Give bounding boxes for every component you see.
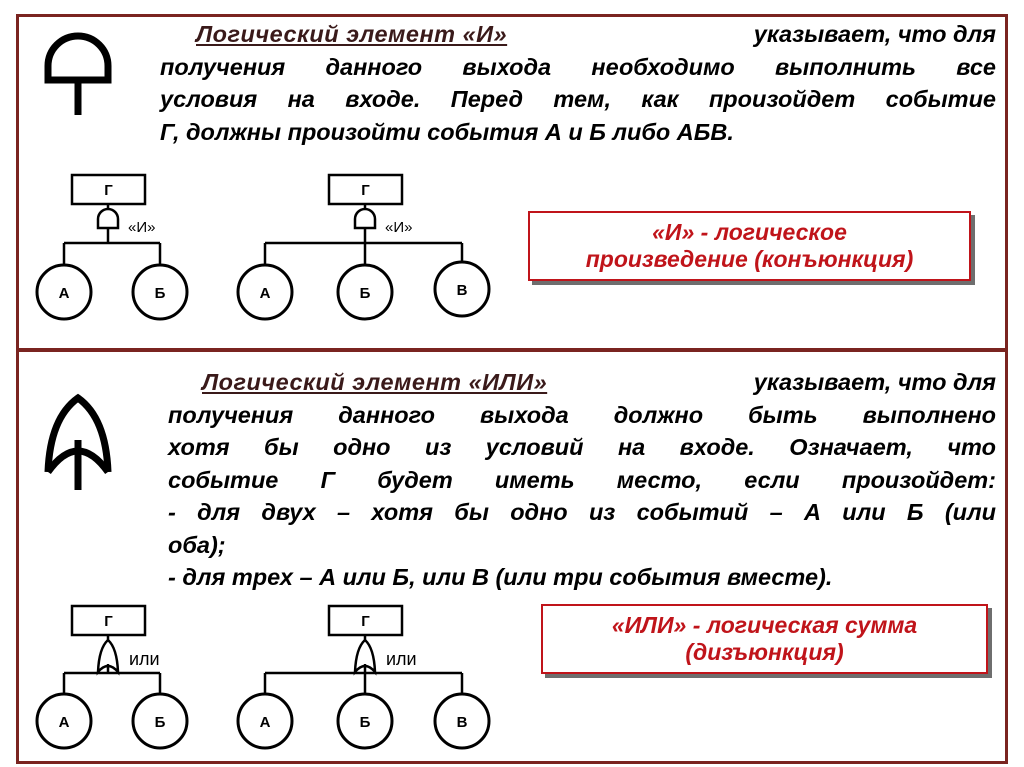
top-event-label: Г <box>104 182 113 199</box>
input-label-a: А <box>259 714 271 731</box>
and-tree-left <box>37 175 187 319</box>
gate-label: «И» <box>128 219 156 236</box>
or-line-5: оба); <box>168 531 226 558</box>
and-term: Логический элемент «И» <box>196 21 508 47</box>
top-event-label: Г <box>361 613 370 630</box>
and-line-2: условия на входе. Перед тем, как произойдет событие <box>160 86 996 112</box>
or-line-2: хотя бы одно из условий на входе. Означает, что <box>168 434 996 460</box>
and-gate-icon <box>98 209 118 228</box>
input-label-b: Б <box>359 285 371 302</box>
or-line-0: указывает, что для <box>753 369 996 395</box>
input-label-a: А <box>58 285 70 302</box>
input-label-b: Б <box>359 714 371 731</box>
or-callout-line-1: «ИЛИ» - логическая сумма <box>611 612 918 638</box>
top-event-label: Г <box>361 182 370 199</box>
or-line-6: - для трех – А или Б, или В (или три события вместе). <box>168 564 833 590</box>
and-line-0: указывает, что для <box>753 21 996 47</box>
or-term: Логический элемент «ИЛИ» <box>202 369 548 395</box>
input-label-v: В <box>456 714 468 731</box>
or-gate-symbol-icon <box>48 398 108 490</box>
gate-label: «И» <box>385 219 413 236</box>
and-gate-symbol-icon <box>48 36 108 115</box>
input-label-a: А <box>58 714 70 731</box>
or-tree-right <box>238 606 489 748</box>
or-callout-line-2: (дизъюнкция) <box>685 639 844 665</box>
and-tree-right <box>238 175 489 319</box>
or-tree-left <box>37 606 187 748</box>
input-label-b: Б <box>154 714 166 731</box>
top-event-label: Г <box>104 613 113 630</box>
input-label-a: А <box>259 285 271 302</box>
or-line-3: событие Г будет иметь место, если произойдет: <box>168 466 996 493</box>
input-label-b: Б <box>154 285 166 302</box>
and-callout-line-2: произведение (конъюнкция) <box>585 246 914 272</box>
gate-label: или <box>386 649 417 669</box>
gate-label: или <box>129 649 160 669</box>
or-line-1: получения данного выхода должно быть выполнено <box>168 401 996 428</box>
or-line-4: - для двух – хотя бы одно из событий – А или Б (или <box>168 499 996 525</box>
and-line-3: Г, должны произойти события А и Б либо АБВ. <box>160 118 734 145</box>
input-label-v: В <box>456 282 468 299</box>
and-line-1: получения данного выхода необходимо выполнить все <box>160 53 996 80</box>
and-callout-line-1: «И» - логическое <box>652 219 847 245</box>
and-gate-icon <box>355 209 375 228</box>
